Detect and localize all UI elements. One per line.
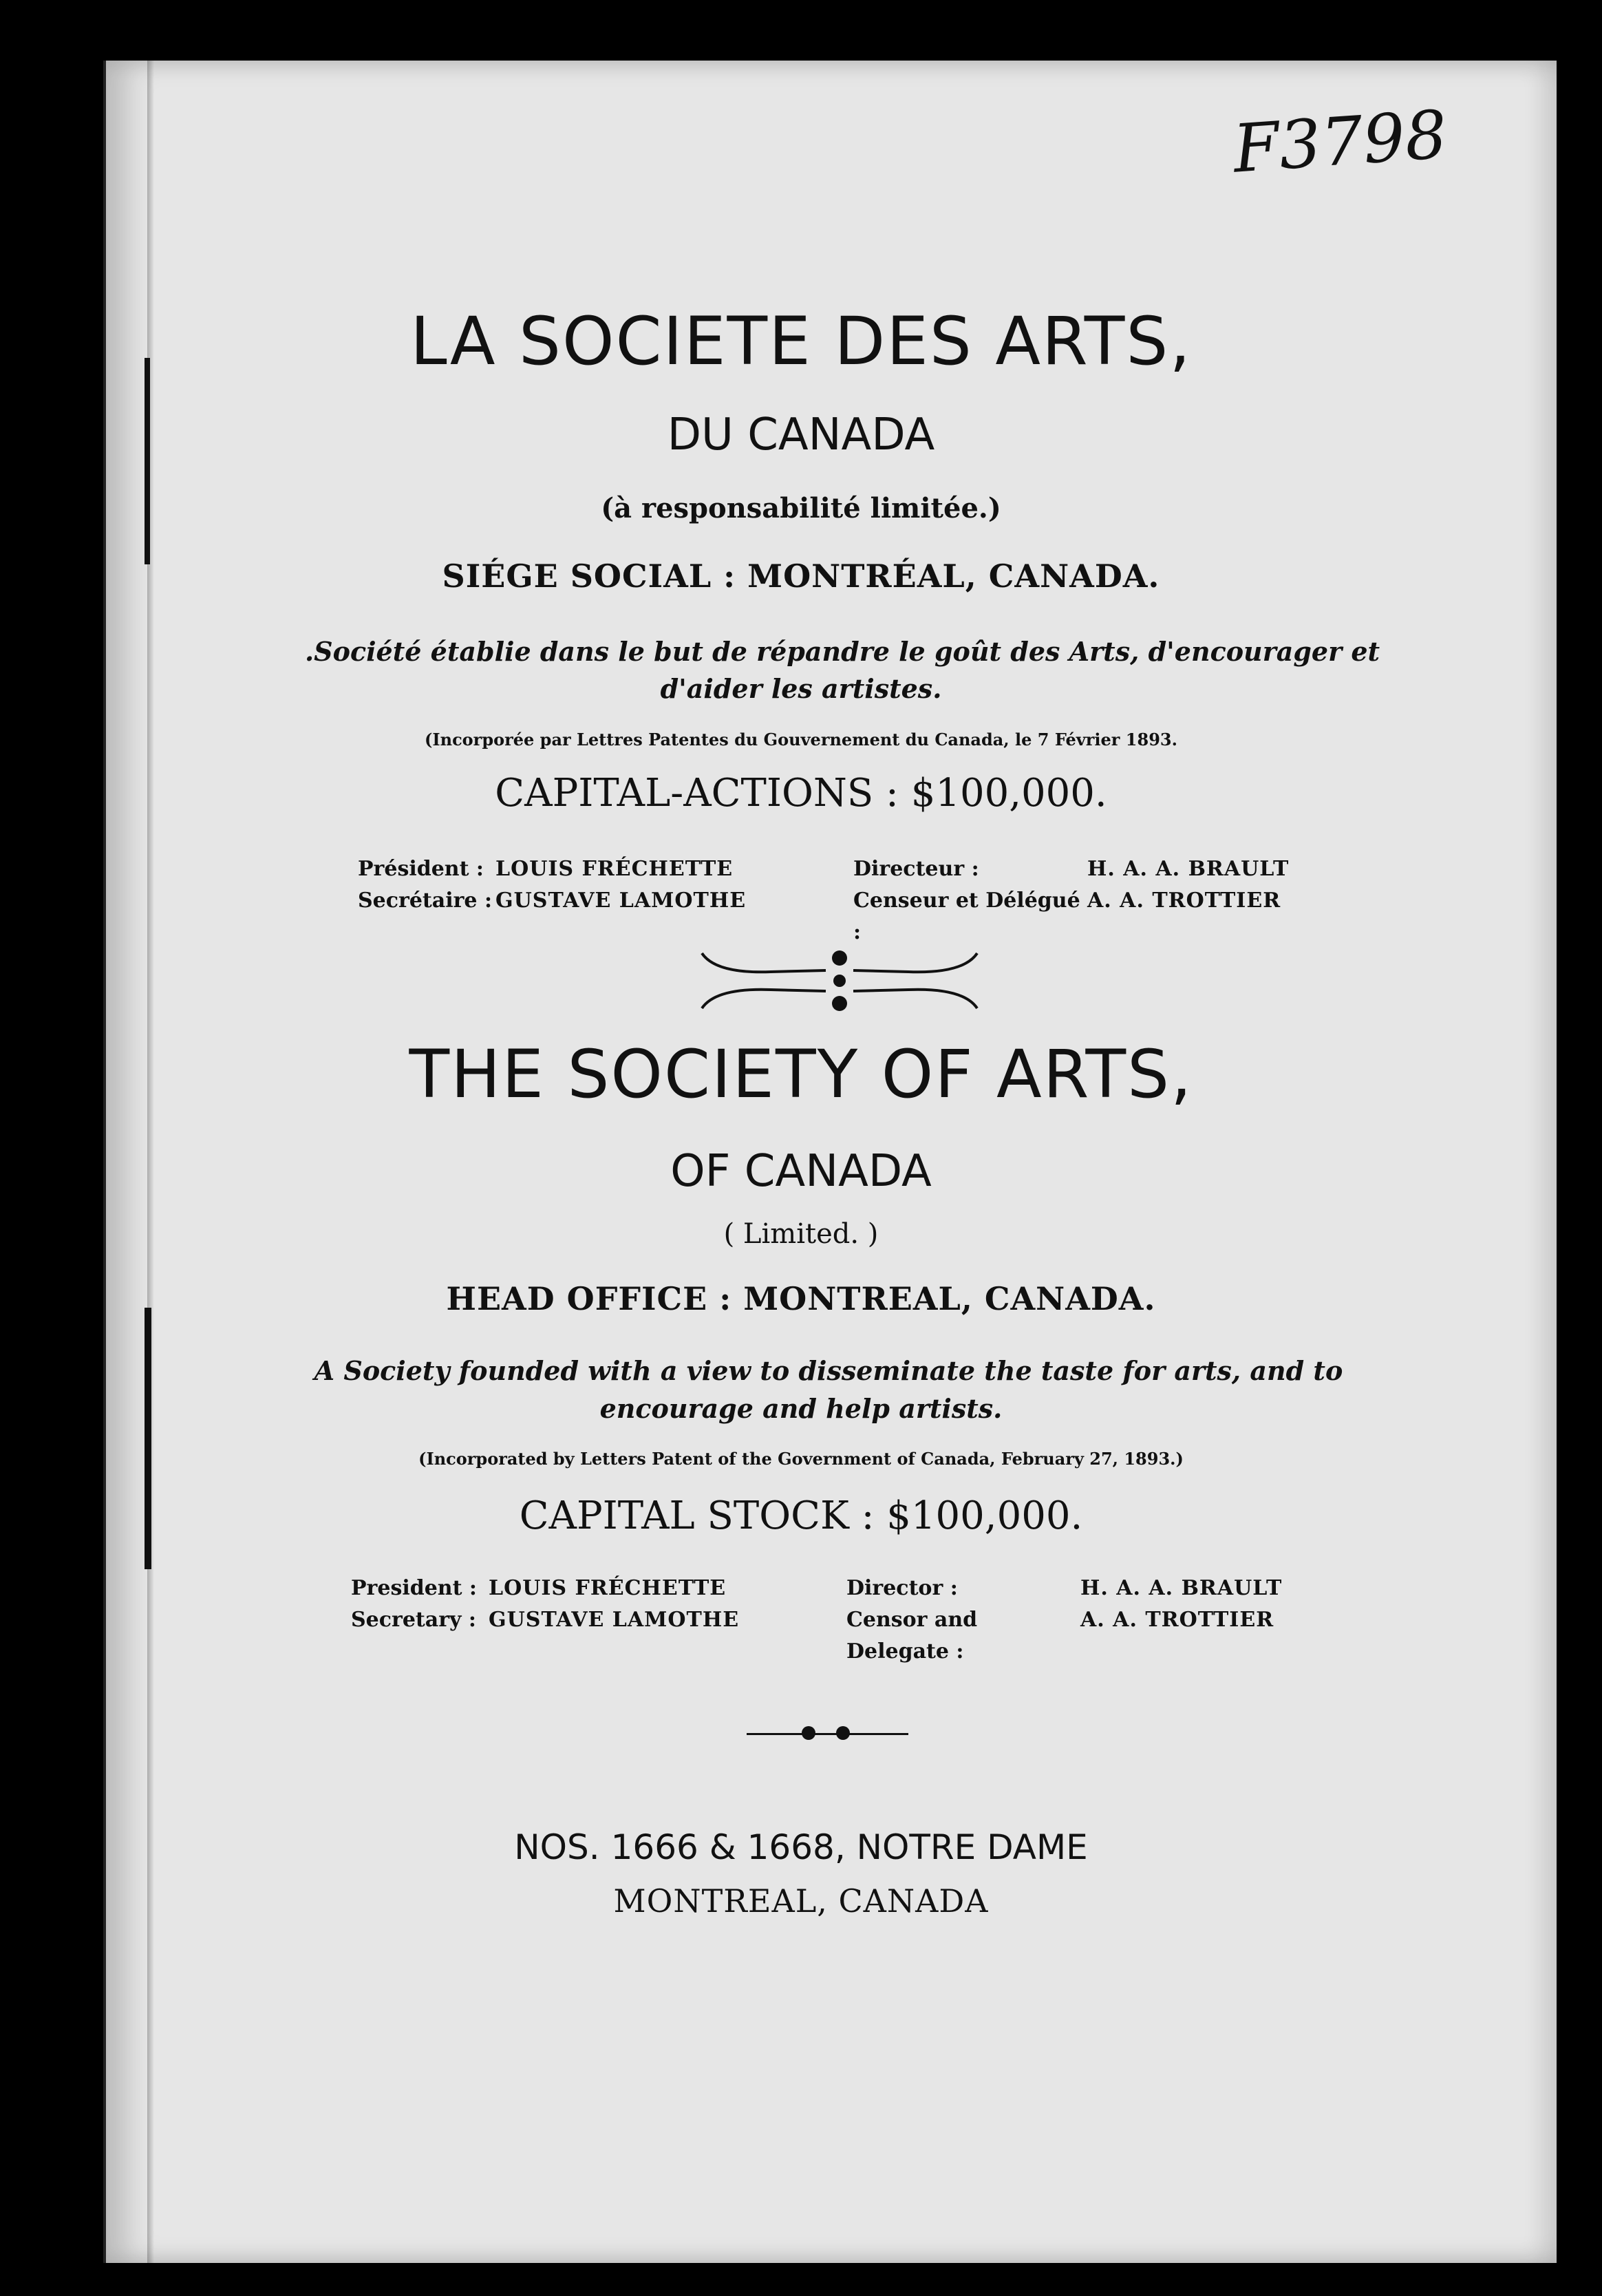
officer-role: Président : [358, 857, 484, 881]
officer-name: A. A. TROTTIER [1087, 889, 1281, 913]
officer-name: H. A. A. BRAULT [1080, 1576, 1283, 1600]
officer-role: Censor and Delegate : [846, 1608, 978, 1663]
officer-row [358, 853, 1289, 885]
spine-mark [145, 358, 150, 564]
officer-name: GUSTAVE LAMOTHE [495, 889, 747, 913]
french-subtitle: DU CANADA [667, 410, 935, 460]
officer-role: Censeur et Délégué : [853, 889, 1080, 944]
english-purpose-line1: A Society founded with a view to disseminate the taste for arts, and to [314, 1355, 1343, 1386]
officer-row [351, 1573, 1282, 1604]
english-subtitle: OF CANADA [670, 1146, 932, 1197]
officer-role: Director : [846, 1576, 958, 1600]
english-officers [351, 1573, 1282, 1668]
address-line2: MONTREAL, CANADA [613, 1882, 989, 1920]
catalog-number: F3798 [1230, 96, 1450, 188]
officer-name: LOUIS FRÉCHETTE [489, 1576, 727, 1600]
english-purpose-line2: encourage and help artists. [599, 1393, 1003, 1424]
french-title: LA SOCIETE DES ARTS, [410, 303, 1192, 380]
officer-role: Secrétaire : [358, 889, 493, 913]
english-capital: CAPITAL STOCK : $100,000. [519, 1494, 1083, 1538]
french-purpose-line2: d'aider les artistes. [660, 673, 942, 704]
officer-name: H. A. A. BRAULT [1087, 857, 1290, 881]
officer-role: President : [351, 1576, 477, 1600]
officer-name: GUSTAVE LAMOTHE [489, 1608, 740, 1632]
french-capital: CAPITAL-ACTIONS : $100,000. [495, 771, 1107, 816]
french-officers [358, 853, 1289, 948]
french-head-office: SIÉGE SOCIAL : MONTRÉAL, CANADA. [442, 557, 1160, 595]
english-head-office: HEAD OFFICE : MONTREAL, CANADA. [446, 1280, 1156, 1317]
officer-row [358, 885, 1289, 948]
officer-role: Directeur : [853, 857, 979, 881]
english-liability: ( Limited. ) [723, 1218, 879, 1250]
french-incorporation: (Incorporée par Lettres Patentes du Gouvernement du Canada, le 7 Février 1893. [425, 730, 1177, 750]
french-purpose-line1: .Société établie dans le but de répandre le goût des Arts, d'encourager et [304, 636, 1380, 667]
address-line1: NOS. 1666 & 1668, NOTRE DAME [514, 1827, 1088, 1867]
english-incorporation: (Incorporated by Letters Patent of the Government of Canada, February 27, 1893.) [418, 1449, 1184, 1469]
officer-name: A. A. TROTTIER [1080, 1608, 1274, 1632]
officer-row [351, 1604, 1282, 1668]
officer-role: Secretary : [351, 1608, 476, 1632]
officer-name: LOUIS FRÉCHETTE [495, 857, 734, 881]
french-liability: (à responsabilité limitée.) [601, 492, 1001, 524]
english-title: THE SOCIETY OF ARTS, [409, 1036, 1193, 1113]
